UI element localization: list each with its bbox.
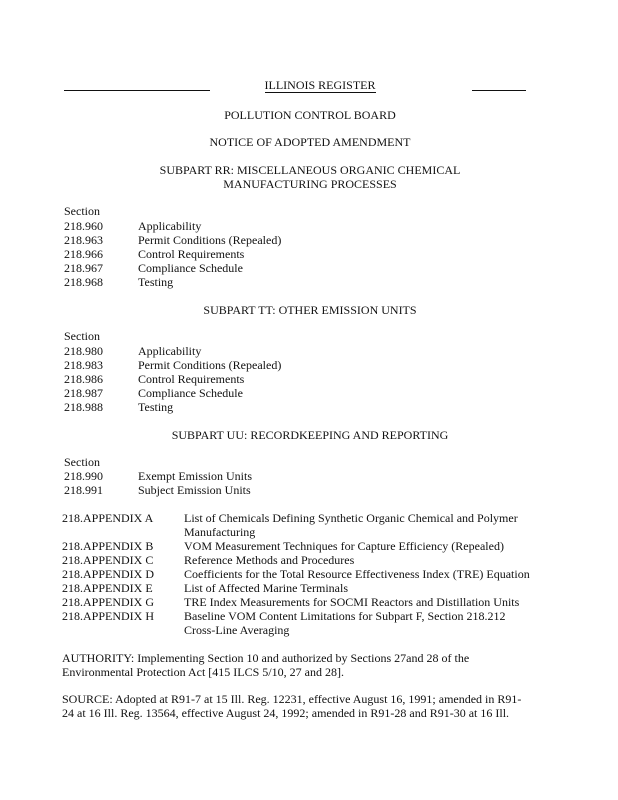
- table-row: 218.968 Testing: [64, 275, 174, 289]
- subpart-uu-title: SUBPART UU: RECORDKEEPING AND REPORTING: [171, 428, 449, 442]
- table-row: 218.986 Control Requirements: [64, 372, 245, 386]
- table-row: 218.967 Compliance Schedule: [64, 261, 243, 275]
- header-rule-right: [472, 90, 526, 91]
- header-rule-left: [64, 90, 210, 91]
- appendix-row: 218.APPENDIX B VOM Measurement Techniques for Capture Efficiency (Repealed): [62, 539, 504, 553]
- agency-name: POLLUTION CONTROL BOARD: [224, 108, 396, 122]
- table-row: 218.991 Subject Emission Units: [64, 483, 251, 497]
- table-row: 218.966 Control Requirements: [64, 247, 245, 261]
- table-row: 218.980 Applicability: [64, 344, 202, 358]
- table-row: 218.988 Testing: [64, 400, 174, 414]
- table-row: 218.990 Exempt Emission Units: [64, 469, 252, 483]
- subpart-tt-title: SUBPART TT: OTHER EMISSION UNITS: [203, 303, 417, 317]
- subpart-rr-title-line1: SUBPART RR: MISCELLANEOUS ORGANIC CHEMICAL: [159, 163, 461, 177]
- table-row: 218.960 Applicability: [64, 219, 202, 233]
- subpart-rr-title-line2: MANUFACTURING PROCESSES: [223, 177, 397, 191]
- table-row: 218.963 Permit Conditions (Repealed): [64, 233, 282, 247]
- table-row: 218.987 Compliance Schedule: [64, 386, 243, 400]
- subpart-rr-section-label: Section: [64, 204, 100, 218]
- subpart-uu-section-label: Section: [64, 455, 100, 469]
- authority-paragraph: AUTHORITY: Implementing Section 10 and authorized by Sections 27and 28 of the Environmental Protection Act [415 ILCS 5/10, 27 and 28].: [62, 651, 470, 679]
- appendix-row: 218.APPENDIX D Coefficients for the Total Resource Effectiveness Index (TRE) Equation: [62, 567, 530, 581]
- notice-title: NOTICE OF ADOPTED AMENDMENT: [209, 135, 411, 149]
- register-title: ILLINOIS REGISTER: [264, 78, 376, 92]
- table-row: 218.983 Permit Conditions (Repealed): [64, 358, 282, 372]
- subpart-tt-section-label: Section: [64, 329, 100, 343]
- appendix-row: 218.APPENDIX H Baseline VOM Content Limitations for Subpart F, Section 218.212 Cross-Line Averaging: [62, 609, 506, 637]
- source-paragraph: SOURCE: Adopted at R91-7 at 15 Ill. Reg. 12231, effective August 16, 1991; amended in R91- 24 at 16 Ill. Reg. 13564, effective August 24, 1992; amended in R91-28 and R91-30 at 16 Ill.: [62, 692, 522, 720]
- appendix-row: 218.APPENDIX C Reference Methods and Procedures: [62, 553, 355, 567]
- appendix-row: 218.APPENDIX E List of Affected Marine Terminals: [62, 581, 349, 595]
- appendix-row: 218.APPENDIX G TRE Index Measurements for SOCMI Reactors and Distillation Units: [62, 595, 520, 609]
- appendix-row: 218.APPENDIX A List of Chemicals Defining Synthetic Organic Chemical and Polymer Manufacturing: [62, 511, 518, 539]
